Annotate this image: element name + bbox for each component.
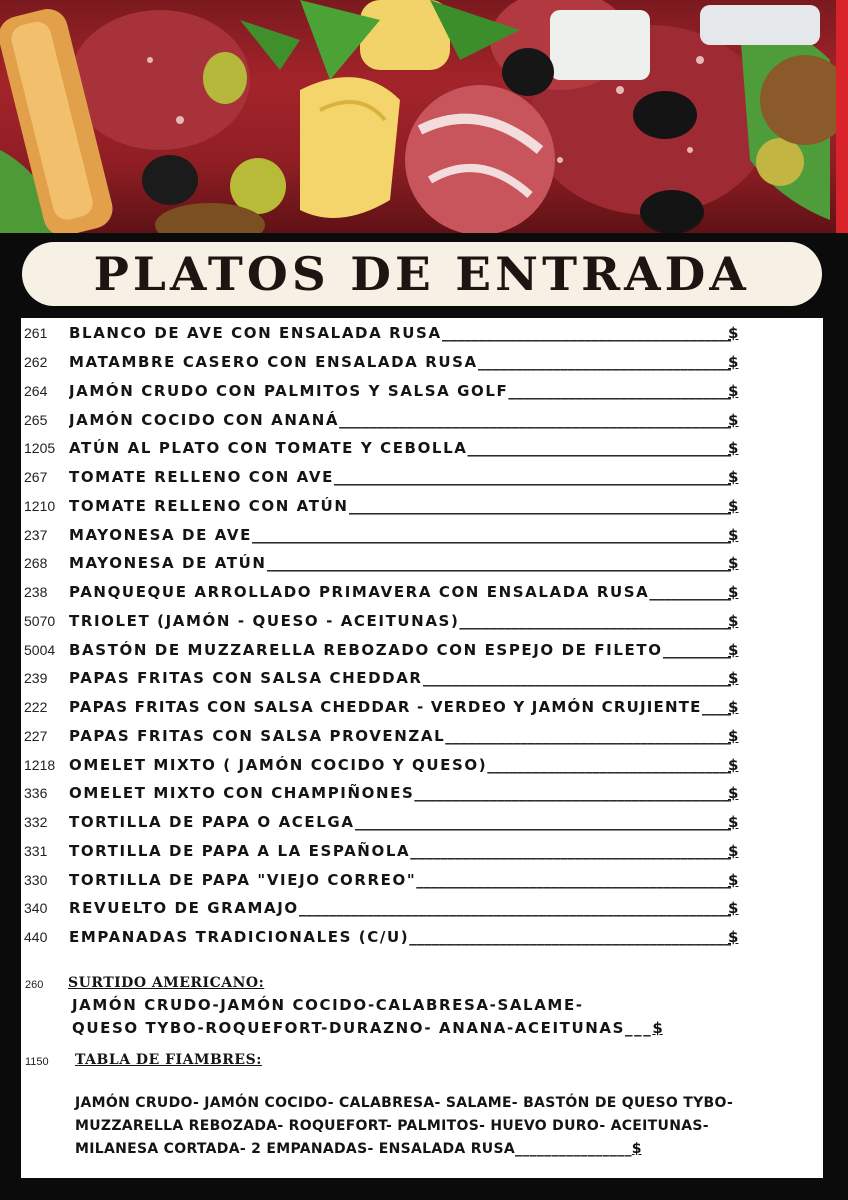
item-code: 237 xyxy=(24,527,48,543)
item-price: $ xyxy=(728,468,739,486)
item-name: MAYONESA DE ATÚN _____ xyxy=(69,554,731,572)
item-code: 265 xyxy=(24,412,48,428)
item-code: 238 xyxy=(24,584,48,600)
special-line: MUZZARELLA REBOZADA- ROQUEFORT- PALMITOS- HUEVO DURO- ACEITUNAS- xyxy=(75,1118,709,1134)
item-code: 332 xyxy=(24,814,48,830)
menu-item xyxy=(21,895,823,921)
item-name: JAMÓN CRUDO CON PALMITOS Y SALSA GOLF _____ xyxy=(69,382,731,400)
menu-item xyxy=(21,780,823,806)
item-name: OMELET MIXTO CON CHAMPIÑONES _____ xyxy=(69,784,731,802)
special-line: MILANESA CORTADA- 2 EMPANADAS- ENSALADA RUSA________________$ xyxy=(75,1141,642,1157)
item-name: ATÚN AL PLATO CON TOMATE Y CEBOLLA _____ xyxy=(69,439,731,457)
item-name: TOMATE RELLENO CON AVE _____ xyxy=(69,468,731,486)
menu-item xyxy=(21,608,823,634)
item-price: $ xyxy=(728,727,739,745)
item-code: 267 xyxy=(24,469,48,485)
item-price: $ xyxy=(728,669,739,687)
item-price: $ xyxy=(728,871,739,889)
special-title: TABLA DE FIAMBRES: xyxy=(75,1052,262,1068)
menu-item xyxy=(21,924,823,950)
special-code: 260 xyxy=(25,979,44,991)
menu-item xyxy=(21,665,823,691)
item-price: $ xyxy=(728,382,739,400)
item-price: $ xyxy=(728,526,739,544)
item-name: MATAMBRE CASERO CON ENSALADA RUSA _____ xyxy=(69,353,731,371)
special-line: QUESO TYBO-ROQUEFORT-DURAZNO- ANANA-ACEITUNAS___$ xyxy=(72,1019,663,1037)
title-banner xyxy=(22,242,822,306)
item-code: 440 xyxy=(24,929,48,945)
menu-item xyxy=(21,349,823,375)
item-code: 262 xyxy=(24,354,48,370)
item-name: MAYONESA DE AVE _____ xyxy=(69,526,731,544)
special-line: JAMÓN CRUDO-JAMÓN COCIDO-CALABRESA-SALAME- xyxy=(72,996,584,1014)
menu-item xyxy=(21,752,823,778)
menu-item xyxy=(21,637,823,663)
special-line: JAMÓN CRUDO- JAMÓN COCIDO- CALABRESA- SALAME- BASTÓN DE QUESO TYBO- xyxy=(75,1095,734,1111)
item-price: $ xyxy=(728,439,739,457)
item-code: 261 xyxy=(24,325,48,341)
item-price: $ xyxy=(728,612,739,630)
menu-item xyxy=(21,435,823,461)
item-code: 1210 xyxy=(24,498,56,514)
item-price: $ xyxy=(728,641,739,659)
menu-item xyxy=(21,694,823,720)
item-code: 330 xyxy=(24,872,48,888)
item-name: REVUELTO DE GRAMAJO _____ xyxy=(69,899,731,917)
item-name: OMELET MIXTO ( JAMÓN COCIDO Y QUESO) _____ xyxy=(69,756,731,774)
item-name: PAPAS FRITAS CON SALSA CHEDDAR - VERDEO Y JAMÓN CRUJIENTE _____ xyxy=(69,698,731,716)
item-name: TORTILLA DE PAPA A LA ESPAÑOLA _____ xyxy=(69,842,731,860)
menu-item xyxy=(21,407,823,433)
item-price: $ xyxy=(728,756,739,774)
item-code: 227 xyxy=(24,728,48,744)
item-price: $ xyxy=(728,353,739,371)
item-name: EMPANADAS TRADICIONALES (C/U) _____ xyxy=(69,928,731,946)
menu-item xyxy=(21,723,823,749)
item-code: 5004 xyxy=(24,642,56,658)
item-price: $ xyxy=(728,324,739,342)
menu-item xyxy=(21,464,823,490)
item-code: 336 xyxy=(24,785,48,801)
menu-item xyxy=(21,550,823,576)
menu-item xyxy=(21,579,823,605)
item-code: 1205 xyxy=(24,440,56,456)
item-name: JAMÓN COCIDO CON ANANÁ _____ xyxy=(69,411,731,429)
item-price: $ xyxy=(728,411,739,429)
item-name: TOMATE RELLENO CON ATÚN _____ xyxy=(69,497,731,515)
item-code: 264 xyxy=(24,383,48,399)
food-platter-image xyxy=(0,0,848,233)
menu-item xyxy=(21,809,823,835)
item-name: TORTILLA DE PAPA "VIEJO CORREO" _____ xyxy=(69,871,731,889)
special-title: SURTIDO AMERICANO: xyxy=(68,975,265,991)
item-code: 239 xyxy=(24,670,48,686)
item-name: PAPAS FRITAS CON SALSA CHEDDAR _____ xyxy=(69,669,731,687)
item-price: $ xyxy=(728,698,739,716)
menu-item xyxy=(21,867,823,893)
item-price: $ xyxy=(728,784,739,802)
appetizer-photo xyxy=(0,0,848,233)
item-price: $ xyxy=(728,583,739,601)
special-price: $ xyxy=(652,1019,663,1037)
item-name: BLANCO DE AVE CON ENSALADA RUSA _____ xyxy=(69,324,731,342)
item-code: 222 xyxy=(24,699,48,715)
item-name: PANQUEQUE ARROLLADO PRIMAVERA CON ENSALADA RUSA _____ xyxy=(69,583,731,601)
item-name: BASTÓN DE MUZZARELLA REBOZADO CON ESPEJO DE FILETO _____ xyxy=(69,641,731,659)
menu-panel xyxy=(21,318,823,1178)
item-price: $ xyxy=(728,899,739,917)
menu-item xyxy=(21,378,823,404)
item-code: 340 xyxy=(24,900,48,916)
item-price: $ xyxy=(728,928,739,946)
item-code: 331 xyxy=(24,843,48,859)
menu-item xyxy=(21,522,823,548)
item-code: 268 xyxy=(24,555,48,571)
page-title: PLATOS DE ENTRADA xyxy=(93,247,751,301)
menu-item xyxy=(21,493,823,519)
menu-item xyxy=(21,320,823,346)
special-price: $ xyxy=(631,1141,642,1157)
item-name: PAPAS FRITAS CON SALSA PROVENZAL _____ xyxy=(69,727,731,745)
menu-item xyxy=(21,838,823,864)
special-code: 1150 xyxy=(25,1056,49,1068)
item-price: $ xyxy=(728,554,739,572)
item-price: $ xyxy=(728,813,739,831)
item-price: $ xyxy=(728,842,739,860)
item-name: TORTILLA DE PAPA O ACELGA _____ xyxy=(69,813,731,831)
item-name: TRIOLET (JAMÓN - QUESO - ACEITUNAS) _____ xyxy=(69,612,731,630)
item-price: $ xyxy=(728,497,739,515)
item-code: 1218 xyxy=(24,757,56,773)
item-code: 5070 xyxy=(24,613,56,629)
